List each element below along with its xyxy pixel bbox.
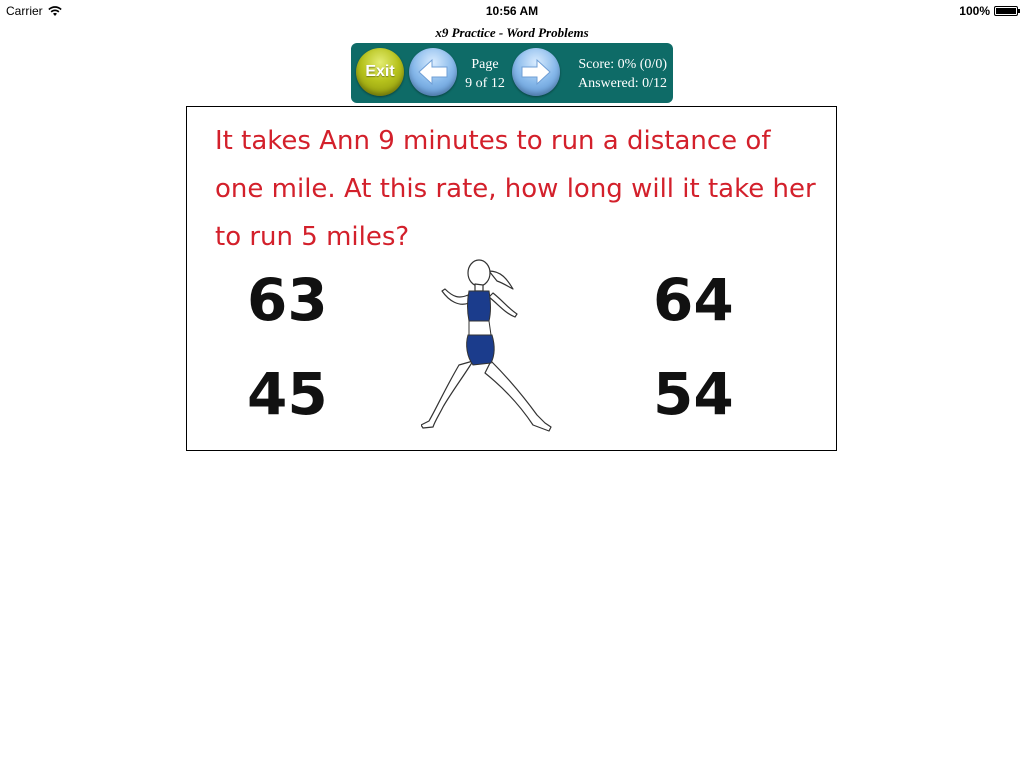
status-right xyxy=(959,4,1018,18)
next-page-button[interactable] xyxy=(512,48,560,96)
prev-page-button[interactable] xyxy=(409,48,457,96)
answer-option-c[interactable]: 45 xyxy=(247,360,328,428)
answer-option-a[interactable]: 63 xyxy=(247,266,328,334)
page-label: Page xyxy=(471,57,499,72)
toolbar xyxy=(351,43,673,103)
arrow-left-icon xyxy=(416,57,450,87)
status-bar xyxy=(0,0,1024,22)
arrow-right-icon xyxy=(519,57,553,87)
battery-percent: 100% xyxy=(959,4,990,18)
score-text: Score: 0% (0/0) xyxy=(578,57,667,72)
carrier-label: Carrier xyxy=(6,4,43,18)
status-time: 10:56 AM xyxy=(485,4,539,18)
question-card xyxy=(186,106,837,451)
question-text: It takes Ann 9 minutes to run a distance of one mile. At this rate, how long will it take her to run 5 miles? xyxy=(215,126,816,252)
answer-option-b[interactable]: 64 xyxy=(653,266,734,334)
page-indicator xyxy=(459,55,511,93)
runner-icon xyxy=(421,257,571,432)
page-title: x9 Practice - Word Problems xyxy=(435,25,589,40)
answered-text: Answered: 0/12 xyxy=(577,76,667,91)
battery-icon xyxy=(994,6,1018,16)
exit-button[interactable]: Exit xyxy=(356,48,404,96)
page-value: 9 of 12 xyxy=(465,76,505,91)
score-block xyxy=(561,55,667,93)
answer-option-d[interactable]: 54 xyxy=(653,360,734,428)
